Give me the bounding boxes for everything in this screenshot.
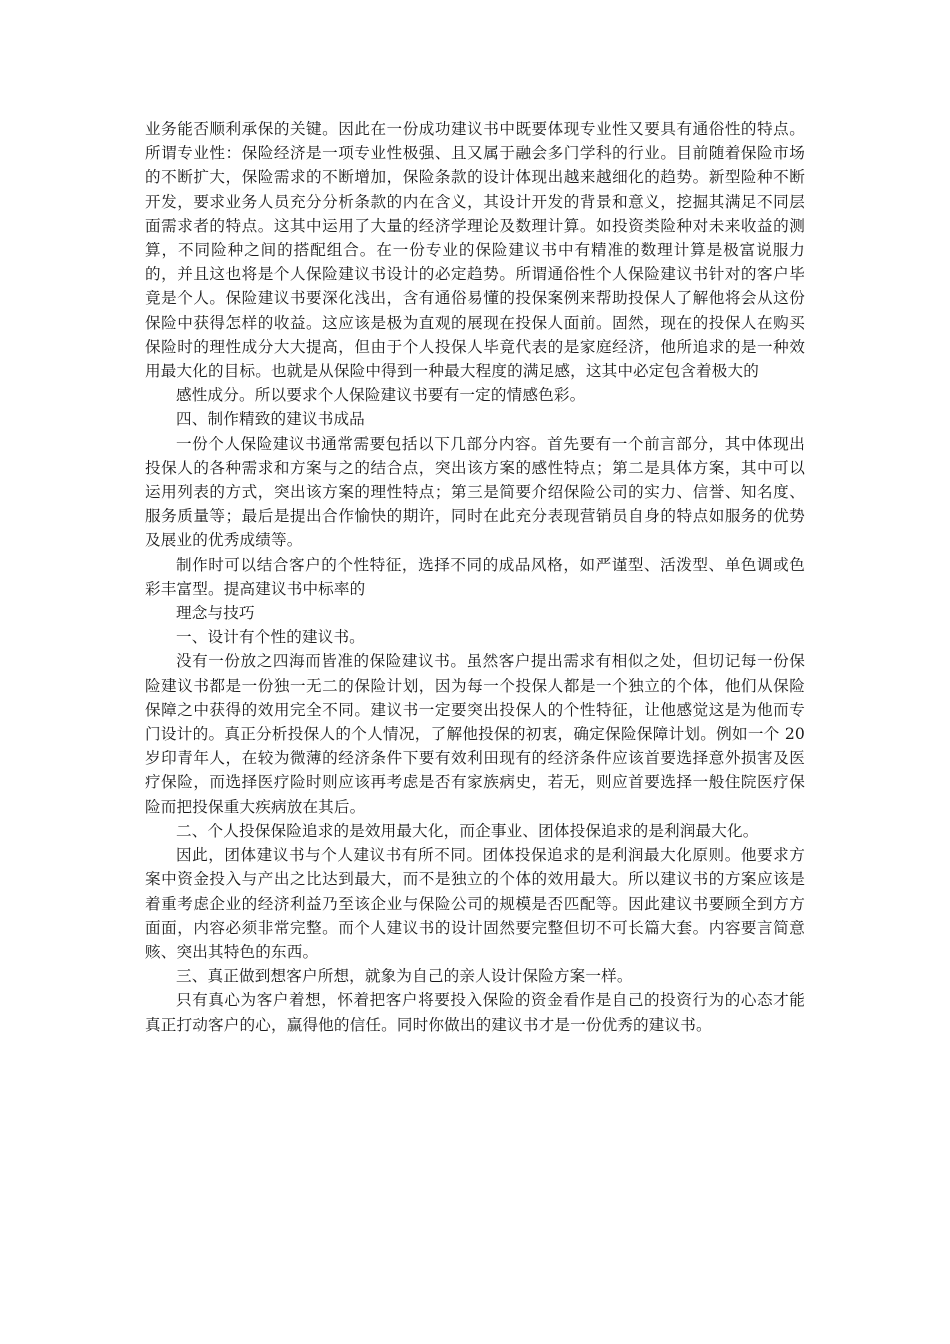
- paragraph: 感性成分。所以要求个人保险建议书要有一定的情感色彩。: [176, 386, 586, 405]
- subsection-heading: 三、真正做到想客户所想，就象为自己的亲人设计保险方案一样。: [176, 967, 633, 986]
- paragraph: 制作时可以结合客户的个性特征，选择不同的成品风格，如严谨型、活泼型、单色调或色彩丰富型。提高建议书中标率的: [145, 555, 805, 598]
- document-body: [145, 117, 805, 1037]
- section-heading: 理念与技巧: [176, 604, 255, 623]
- paragraph: 因此，团体建议书与个人建议书有所不同。团体投保追求的是利润最大化原则。他要求方案中资金投入与产出之比达到最大，而不是独立的个体的效用最大。所以建议书的方案应该是着重考虑企业的经济利益乃至该企业与保险公司的规模是否匹配等。因此建议书要顾全到方方面面，内容必须非常完整。而个人建议书的设计固然要完整但切不可长篇大套。内容要言简意赅、突出其特色的东西。: [145, 846, 805, 961]
- paragraph: 没有一份放之四海而皆准的保险建议书。虽然客户提出需求有相似之处，但切记每一份保险建议书都是一份独一无二的保险计划，因为每一个投保人都是一个独立的个体，他们从保险保障之中获得的效用完全不同。建议书一定要突出投保人的个性特征，让他感觉这是为他而专门设计的。真正分析投保人的个人情况，了解他投保的初衷，确定保险保障计划。例如一个 20 岁印青年人，在较为微薄的经济条件下要有效利田现有的经济条件应该首要选择意外损害及医疗保险，而选择医疗险时则应该再考虑是否有家族病史，若无，则应首要选择一般住院医疗保险而把投保重大疾病放在其后。: [145, 652, 805, 816]
- paragraph: 只有真心为客户着想，怀着把客户将要投入保险的资金看作是自己的投资行为的心态才能真正打动客户的心，赢得他的信任。同时你做出的建议书才是一份优秀的建议书。: [145, 991, 805, 1034]
- paragraph: 业务能否顺利承保的关键。因此在一份成功建议书中既要体现专业性又要具有通俗性的特点。所谓专业性：保险经济是一项专业性极强、且又属于融会多门学科的行业。目前随着保险市场的不断扩大，保险需求的不断增加，保险条款的设计体现出越来越细化的趋势。新型险种不断开发，要求业务人员充分分析条款的内在含义，其设计开发的背景和意义，挖掘其满足不同层面需求者的特点。这其中运用了大量的经济学理论及数理计算。如投资类险种对未来收益的测算，不同险种之间的搭配组合。在一份专业的保险建议书中有精准的数理计算是极富说服力的，并且这也将是个人保险建议书设计的必定趋势。所谓通俗性个人保险建议书针对的客户毕竟是个人。保险建议书要深化浅出，含有通俗易懂的投保案例来帮助投保人了解他将会从这份保险中获得怎样的收益。这应该是极为直观的展现在投保人面前。固然，现在的投保人在购买保险时的理性成分大大提高，但由于个人投保人毕竟代表的是家庭经济，他所追求的是一种效用最大化的目标。也就是从保险中得到一种最大程度的满足感，这其中必定包含着极大的: [145, 120, 805, 381]
- section-heading: 四、制作精致的建议书成品: [176, 410, 365, 429]
- subsection-heading: 一、设计有个性的建议书。: [176, 628, 365, 647]
- paragraph: 一份个人保险建议书通常需要包括以下几部分内容。首先要有一个前言部分，其中体现出投保人的各种需求和方案与之的结合点，突出该方案的感性特点；第二是具体方案，其中可以运用列表的方式，突出该方案的理性特点；第三是简要介绍保险公司的实力、信誉、知名度、服务质量等；最后是提出合作愉快的期许，同时在此充分表现营销员自身的特点如服务的优势及展业的优秀成绩等。: [145, 434, 805, 550]
- subsection-heading: 二、个人投保保险追求的是效用最大化，而企事业、团体投保追求的是利润最大化。: [176, 821, 759, 840]
